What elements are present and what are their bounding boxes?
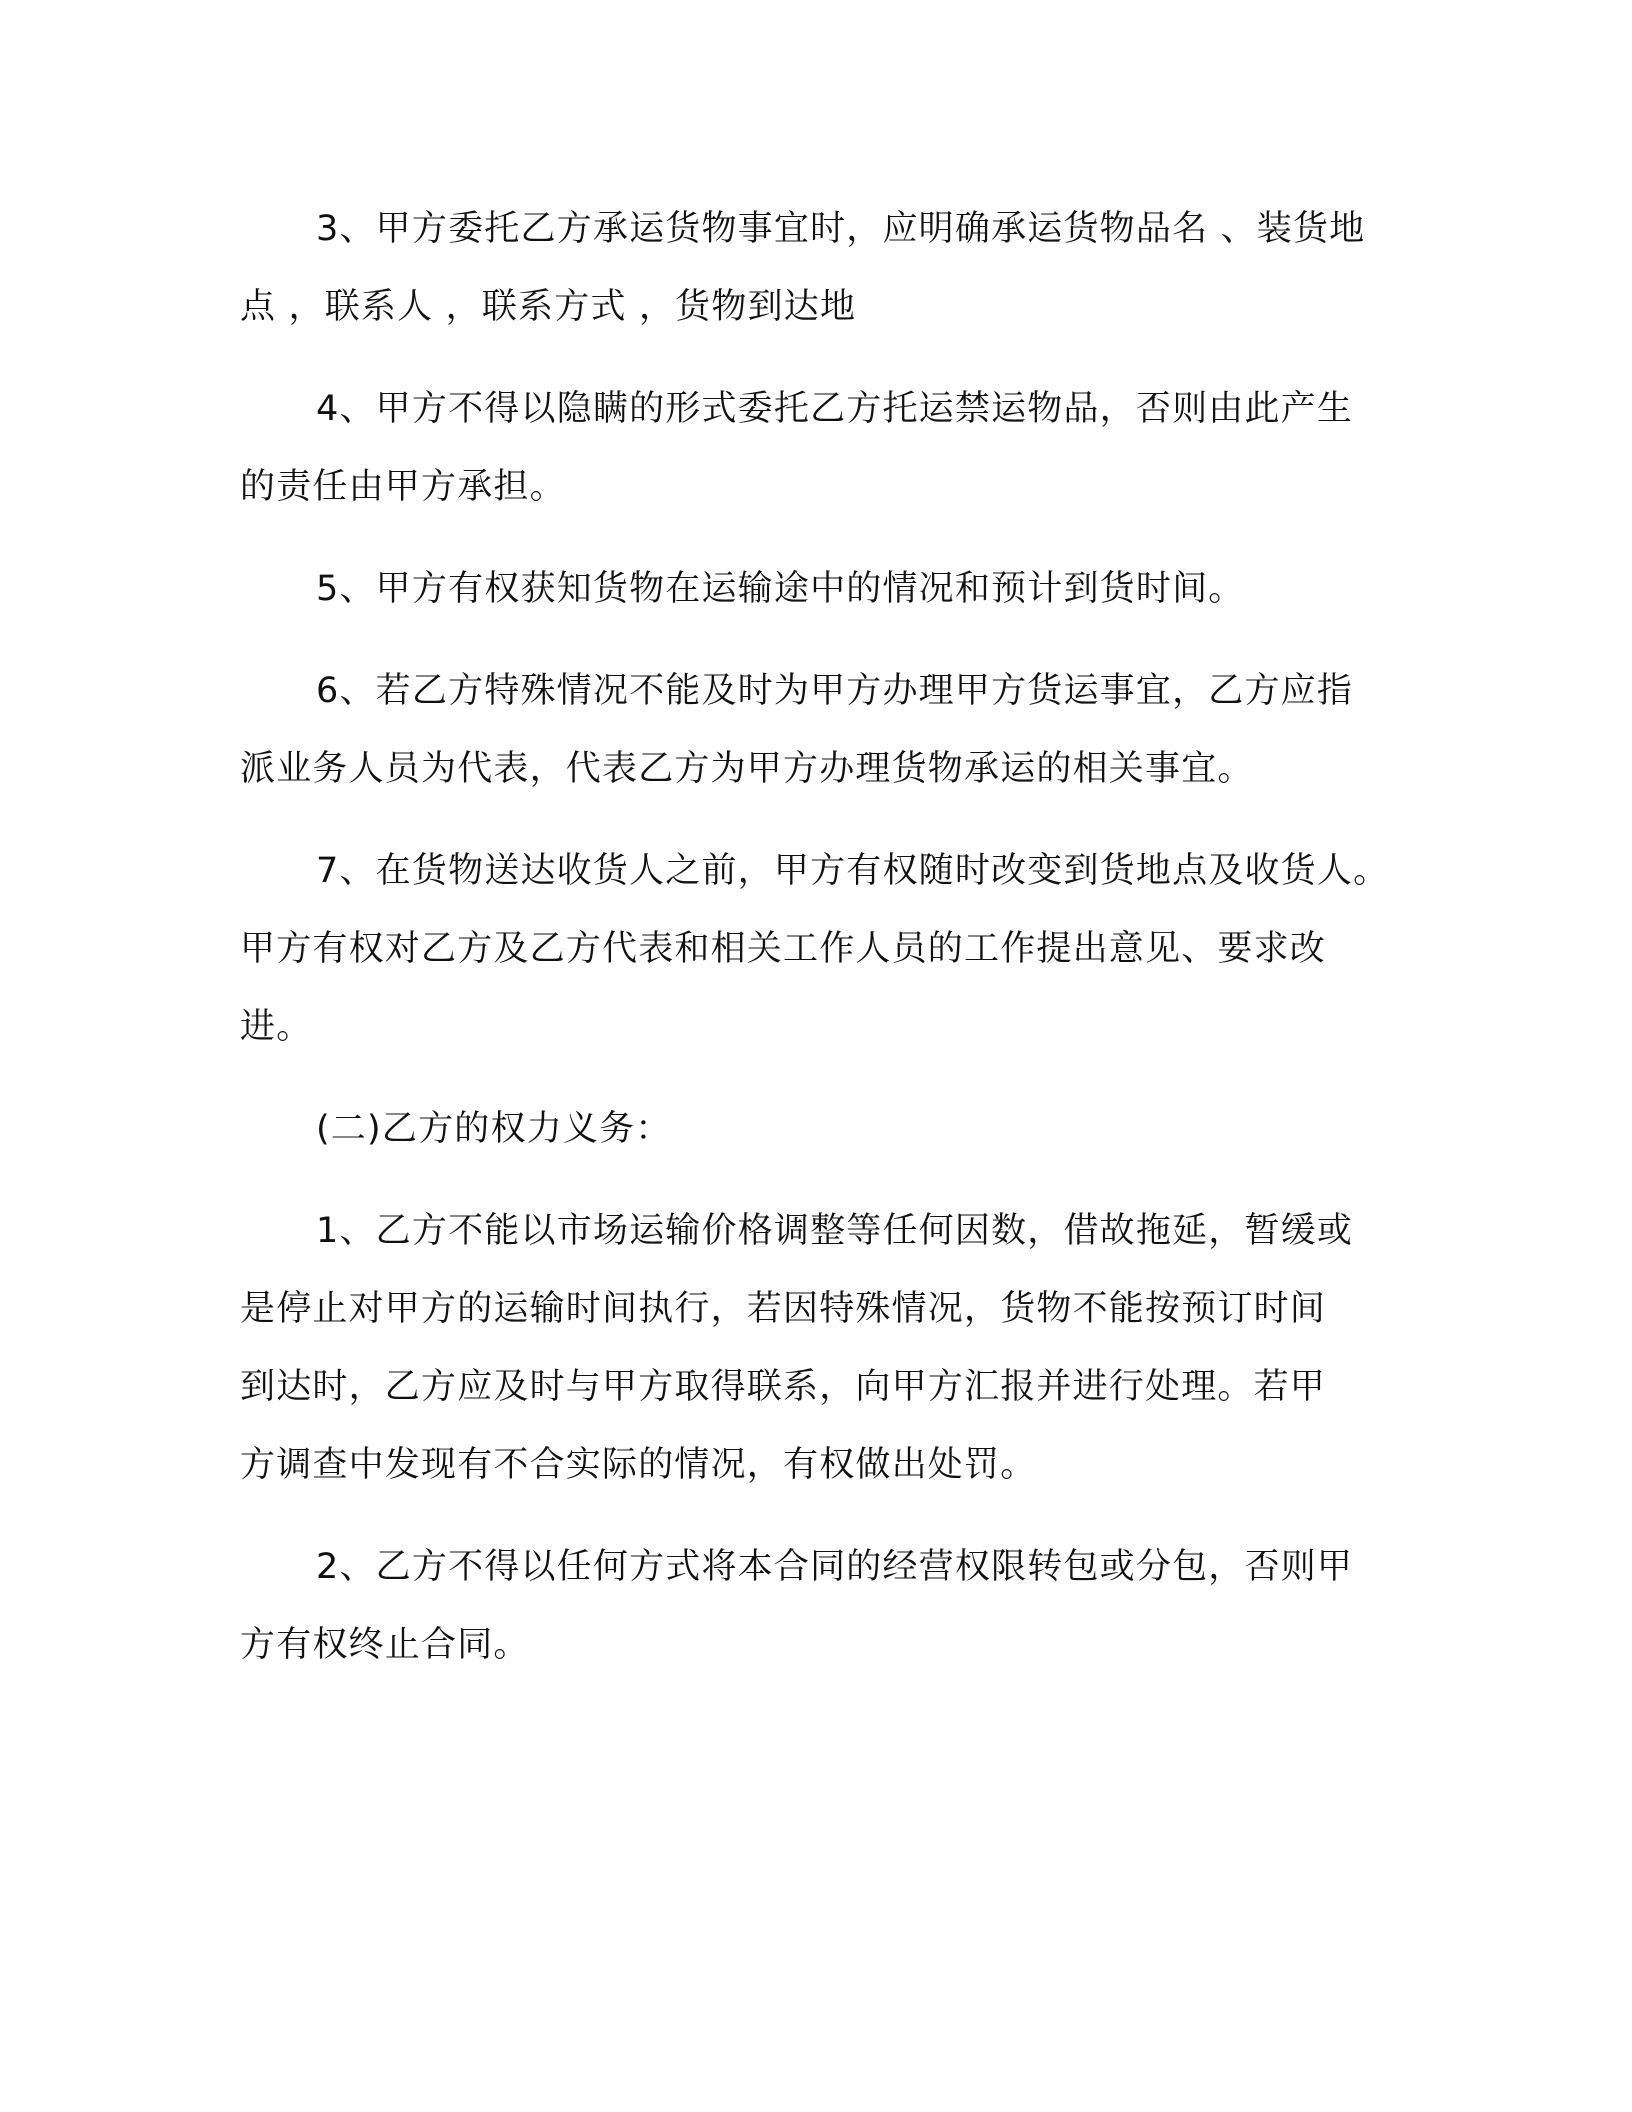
section-heading-party-b-rights <box>240 1090 1390 1168</box>
paragraph-4-prohibited-items <box>240 370 1390 526</box>
document-body <box>240 190 1390 1684</box>
text-line: 是停止对甲方的运输时间执行，若因特殊情况，货物不能按预订时间 <box>240 1289 1327 1329</box>
text-line: 3、甲方委托乙方承运货物事宜时，应明确承运货物品名 、装货地 <box>316 209 1366 249</box>
text-line: 2、乙方不得以任何方式将本合同的经营权限转包或分包，否则甲 <box>316 1547 1354 1587</box>
text-line: 方有权终止合同。 <box>240 1625 530 1665</box>
text-line: 5、甲方有权获知货物在运输途中的情况和预计到货时间。 <box>316 569 1245 609</box>
text-line: 4、甲方不得以隐瞒的形式委托乙方托运禁运物品，否则由此产生 <box>316 389 1354 429</box>
text-line: 1、乙方不能以市场运输价格调整等任何因数，借故拖延，暂缓或 <box>316 1211 1354 1251</box>
text-line: 6、若乙方特殊情况不能及时为甲方办理甲方货运事宜，乙方应指 <box>316 671 1354 711</box>
paragraph-b2-no-subcontract <box>240 1528 1390 1684</box>
paragraph-3-consignment-details <box>240 190 1390 346</box>
text-line: 到达时，乙方应及时与甲方取得联系，向甲方汇报并进行处理。若甲 <box>240 1367 1327 1407</box>
paragraph-7-change-destination <box>240 832 1390 1066</box>
paragraph-6-representative <box>240 652 1390 808</box>
text-line: 点 ，联系人 ，联系方式 ，货物到达地 <box>240 287 857 327</box>
text-line: 方调查中发现有不合实际的情况，有权做出处罚。 <box>240 1445 1037 1485</box>
text-line: 派业务人员为代表，代表乙方为甲方办理货物承运的相关事宜。 <box>240 749 1254 789</box>
text-line: 甲方有权对乙方及乙方代表和相关工作人员的工作提出意见、要求改 <box>240 929 1327 969</box>
paragraph-5-transport-status <box>240 550 1390 628</box>
paragraph-b1-no-delay <box>240 1192 1390 1504</box>
text-line: 的责任由甲方承担。 <box>240 467 566 507</box>
text-line: 7、在货物送达收货人之前，甲方有权随时改变到货地点及收货人。 <box>316 851 1390 891</box>
text-line: (二)乙方的权力义务： <box>316 1109 672 1149</box>
text-line: 进。 <box>240 1007 313 1047</box>
